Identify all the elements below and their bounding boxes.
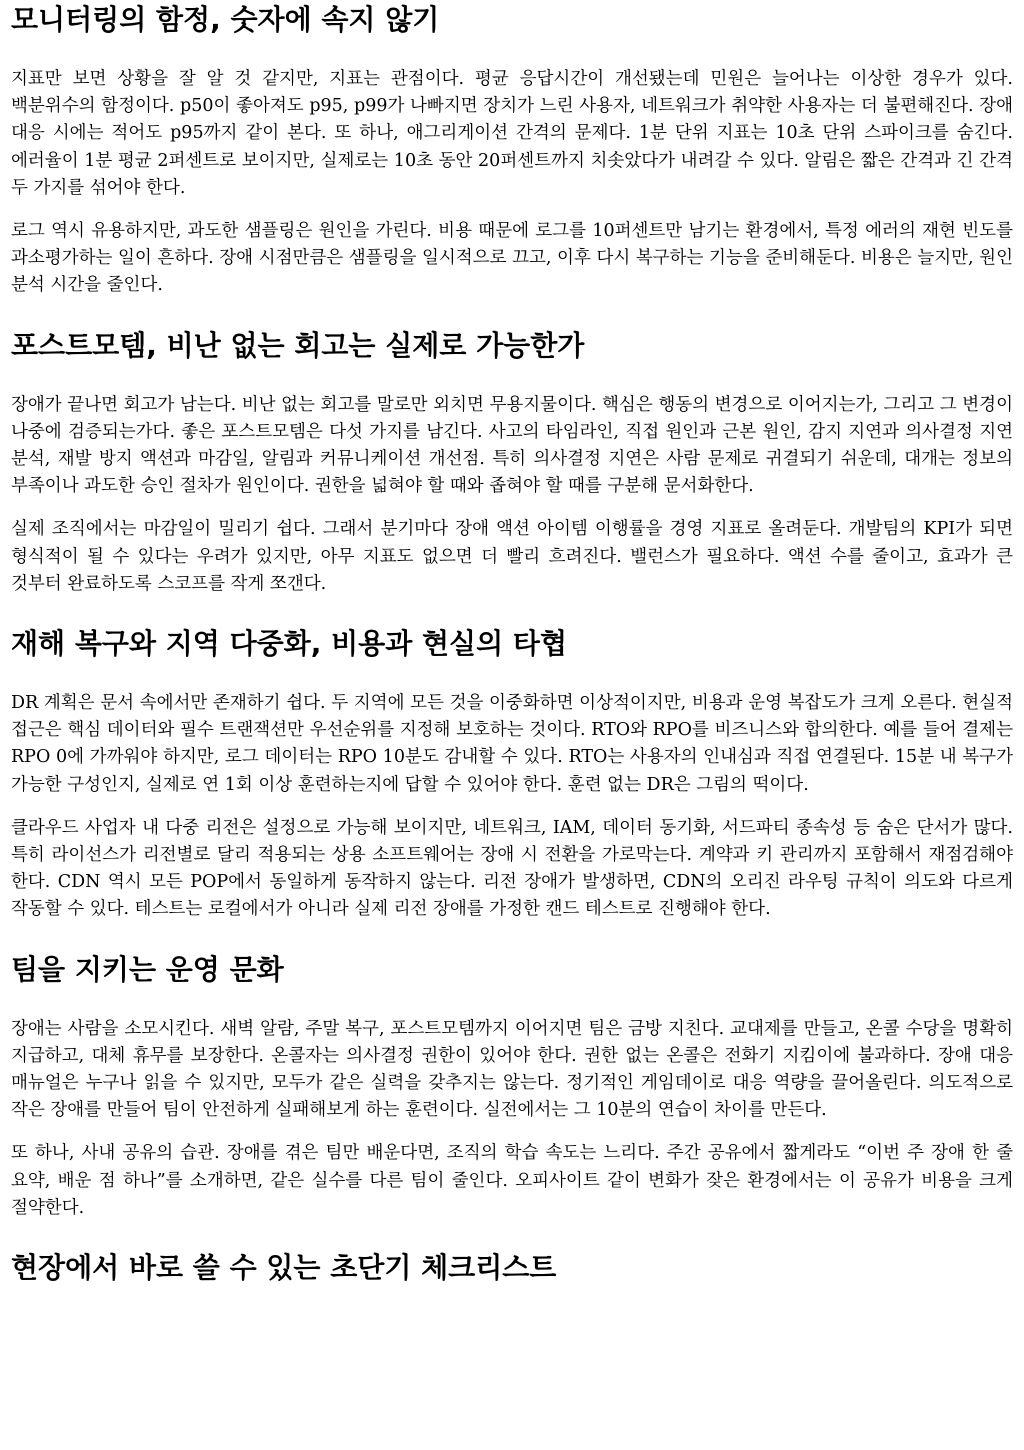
paragraph: 장애는 사람을 소모시킨다. 새벽 알람, 주말 복구, 포스트모템까지 이어지면 팀은 금방 지친다. 교대제를 만들고, 온콜 수당을 명확히 지급하고, 대체 휴무를 보장한다. 온콜자는 의사결정 권한이 있어야 한다. 권한 없는 온콜은 전화기 지킴이에 불과하다. 장애 대응 매뉴얼은 누구나 읽을 수 있지만, 모두가 같은 실력을 갖추지는 않는다. 정기적인 게임데이로 대응 역량을 끌어올린다. 의도적으로 작은 장애를 만들어 팀이 안전하게 실패해보게 하는 훈련이다. 실전에서는 그 10분의 연습이 차이를 만든다. [11,1018,1013,1121]
paragraph: DR 계획은 문서 속에서만 존재하기 쉽다. 두 지역에 모든 것을 이중화하면 이상적이지만, 비용과 운영 복잡도가 크게 오른다. 현실적 접근은 핵심 데이터와 필수 트랜잭션만 우선순위를 지정해 보호하는 것이다. RTO와 RPO를 비즈니스와 합의한다. 예를 들어 결제는 RPO 0에 가까워야 하지만, 로그 데이터는 RPO 10분도 감내할 수 있다. RTO는 사용자의 인내심과 직접 연결된다. 15분 내 복구가 가능한 구성인지, 실제로 연 1회 이상 훈련하는지에 답할 수 있어야 한다. 훈련 없는 DR은 그림의 떡이다. [11,693,1013,795]
paragraph: 클라우드 사업자 내 다중 리전은 설정으로 가능해 보이지만, 네트워크, IAM, 데이터 동기화, 서드파티 종속성 등 숨은 단서가 많다. 특히 라이선스가 리전별로 달리 적용되는 상용 소프트웨어는 장애 시 전환을 가로막는다. 계약과 키 관리까지 포함해서 재점검해야 한다. CDN 역시 모든 POP에서 동일하게 동작하지 않는다. 리전 장애가 발생하면, CDN의 오리진 라우팅 규칙이 의도와 다르게 작동할 수 있다. 테스트는 로컬에서가 아니라 실제 리전 장애를 가정한 캔드 테스트로 진행해야 한다. [11,817,1013,920]
section-heading-ops-culture: 팀을 지키는 운영 문화 [11,952,284,986]
paragraph: 지표만 보면 상황을 잘 알 것 같지만, 지표는 관점이다. 평균 응답시간이 개선됐는데 민원은 늘어나는 이상한 경우가 있다. 백분위수의 함정이다. p50이 좋아져도 p95, p99가 나빠지면 장치가 느린 사용자, 네트워크가 취약한 사용자는 더 불편해진다. 장애 대응 시에는 적어도 p95까지 같이 본다. 또 하나, 애그리게이션 간격의 문제다. 1분 단위 지표는 10초 단위 스파이크를 숨긴다. 에러율이 1분 평균 2퍼센트로 보이지만, 실제로는 10초 동안 20퍼센트까지 치솟았다가 내려갈 수 있다. 알림은 짧은 간격과 긴 간격 두 가지를 섞어야 한다. [11,69,1013,198]
section-heading-postmortem: 포스트모템, 비난 없는 회고는 실제로 가능한가 [11,328,585,362]
section-heading-disaster-recovery: 재해 복구와 지역 다중화, 비용과 현실의 타협 [11,627,567,661]
section-heading-checklist: 현장에서 바로 쓸 수 있는 초단기 체크리스트 [11,1251,557,1285]
paragraph: 또 하나, 사내 공유의 습관. 장애를 겪은 팀만 배운다면, 조직의 학습 속도는 느리다. 주간 공유에서 짧게라도 “이번 주 장애 한 줄 요약, 배운 점 하나”를 소개하면, 같은 실수를 다른 팀이 줄인다. 오피사이트 같이 변화가 잦은 환경에서는 이 공유가 비용을 크게 절약한다. [11,1143,1013,1218]
section-heading-monitoring-pitfalls: 모니터링의 함정, 숫자에 속지 않기 [11,3,440,36]
paragraph: 로그 역시 유용하지만, 과도한 샘플링은 원인을 가린다. 비용 때문에 로그를 10퍼센트만 남기는 환경에서, 특정 에러의 재현 빈도를 과소평가하는 일이 흔하다. 장애 시점만큼은 샘플링을 일시적으로 끄고, 이후 다시 복구하는 기능을 준비해둔다. 비용은 늘지만, 원인 분석 시간을 줄인다. [11,221,1013,296]
article [11,2,1013,1286]
paragraph: 실제 조직에서는 마감일이 밀리기 쉽다. 그래서 분기마다 장애 액션 아이템 이행률을 경영 지표로 올려둔다. 개발팀의 KPI가 되면 형식적이 될 수 있다는 우려가 있지만, 아무 지표도 없으면 더 빨리 흐려진다. 밸런스가 필요하다. 액션 수를 줄이고, 효과가 큰 것부터 완료하도록 스코프를 작게 쪼갠다. [11,519,1013,594]
paragraph: 장애가 끝나면 회고가 남는다. 비난 없는 회고를 말로만 외치면 무용지물이다. 핵심은 행동의 변경으로 이어지는가, 그리고 그 변경이 나중에 검증되는가다. 좋은 포스트모템은 다섯 가지를 남긴다. 사고의 타임라인, 직접 원인과 근본 원인, 감지 지연과 의사결정 지연 분석, 재발 방지 액션과 마감일, 알림과 커뮤니케이션 개선점. 특히 의사결정 지연은 사람 문제로 귀결되기 쉬운데, 대개는 정보의 부족이나 과도한 승인 절차가 원인이다. 권한을 넓혀야 할 때와 좁혀야 할 때를 구분해 문서화한다. [11,394,1013,497]
